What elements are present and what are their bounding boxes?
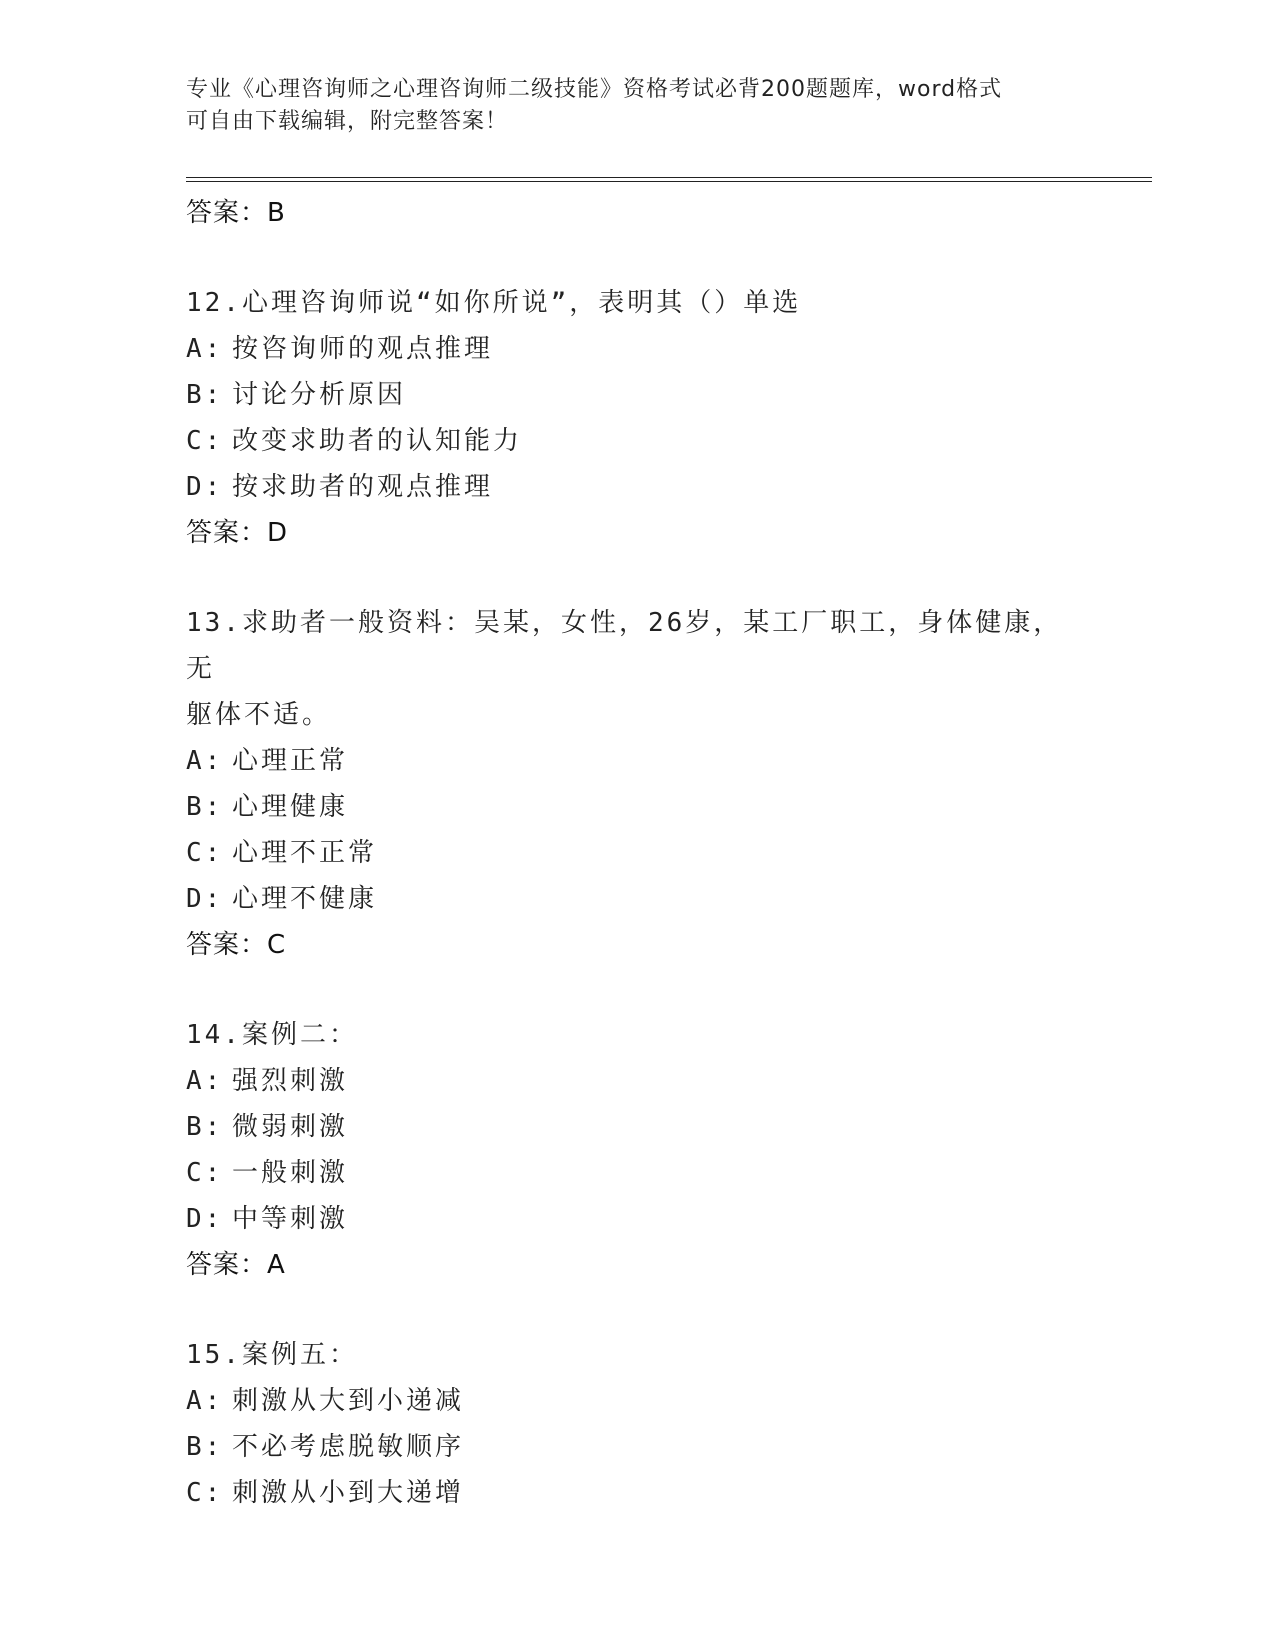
option-text: 一般刺激 (232, 1158, 349, 1188)
option-letter: A: (186, 1066, 224, 1096)
question-text (186, 600, 1086, 738)
header-line-2: 可自由下载编辑，附完整答案！ (186, 109, 509, 134)
document-header (186, 74, 1086, 138)
option-text: 强烈刺激 (232, 1066, 349, 1096)
question-text: 14.案例二： (186, 1020, 358, 1050)
question-text-line-2: 躯体不适。 (186, 700, 332, 730)
option-letter: B: (186, 792, 224, 822)
answer-line: 答案：D (186, 518, 289, 548)
option-text: 按求助者的观点推理 (232, 472, 494, 502)
answer-line: 答案：C (186, 930, 287, 960)
option-letter: C: (186, 426, 224, 456)
question-item-14 (186, 1012, 1086, 1288)
option-letter: A: (186, 746, 224, 776)
option-text: 中等刺激 (232, 1204, 349, 1234)
question-text-line-1: 13.求助者一般资料：吴某，女性，26岁，某工厂职工，身体健康，无 (186, 608, 1063, 684)
header-line-1: 专业《心理咨询师之心理咨询师二级技能》资格考试必背200题题库，word格式 (186, 77, 1003, 102)
option-a (186, 326, 1086, 372)
option-a (186, 1058, 1086, 1104)
option-a (186, 738, 1086, 784)
option-text: 改变求助者的认知能力 (232, 426, 523, 456)
option-c (186, 830, 1086, 876)
option-letter: B: (186, 380, 224, 410)
option-b (186, 372, 1086, 418)
option-letter: D: (186, 472, 224, 502)
option-letter: C: (186, 1158, 224, 1188)
option-letter: D: (186, 1204, 224, 1234)
option-text: 心理不正常 (232, 838, 378, 868)
option-text: 刺激从小到大递增 (232, 1478, 465, 1508)
question-text: 12.心理咨询师说“如你所说”，表明其（）单选 (186, 288, 802, 318)
option-letter: A: (186, 334, 224, 364)
header-divider-top (186, 177, 1152, 178)
answer-line: 答案：B (186, 198, 286, 228)
option-text: 心理正常 (232, 746, 349, 776)
option-c (186, 1150, 1086, 1196)
option-text: 微弱刺激 (232, 1112, 349, 1142)
question-list (186, 190, 1086, 1516)
option-b (186, 784, 1086, 830)
option-c (186, 1470, 1086, 1516)
option-letter: C: (186, 1478, 224, 1508)
option-letter: B: (186, 1432, 224, 1462)
option-text: 不必考虑脱敏顺序 (232, 1432, 465, 1462)
option-d (186, 464, 1086, 510)
option-d (186, 1196, 1086, 1242)
question-item-13 (186, 600, 1086, 968)
option-text: 心理健康 (232, 792, 349, 822)
header-divider-bottom (186, 181, 1152, 182)
option-b (186, 1424, 1086, 1470)
option-letter: C: (186, 838, 224, 868)
option-text: 按咨询师的观点推理 (232, 334, 494, 364)
answer-line: 答案：A (186, 1250, 286, 1280)
option-letter: A: (186, 1386, 224, 1416)
question-item-15 (186, 1332, 1086, 1516)
question-item-12 (186, 280, 1086, 556)
option-text: 讨论分析原因 (232, 380, 407, 410)
option-b (186, 1104, 1086, 1150)
option-c (186, 418, 1086, 464)
option-d (186, 876, 1086, 922)
question-text: 15.案例五： (186, 1340, 358, 1370)
option-text: 心理不健康 (232, 884, 378, 914)
option-letter: B: (186, 1112, 224, 1142)
option-text: 刺激从大到小递减 (232, 1386, 465, 1416)
option-letter: D: (186, 884, 224, 914)
option-a (186, 1378, 1086, 1424)
